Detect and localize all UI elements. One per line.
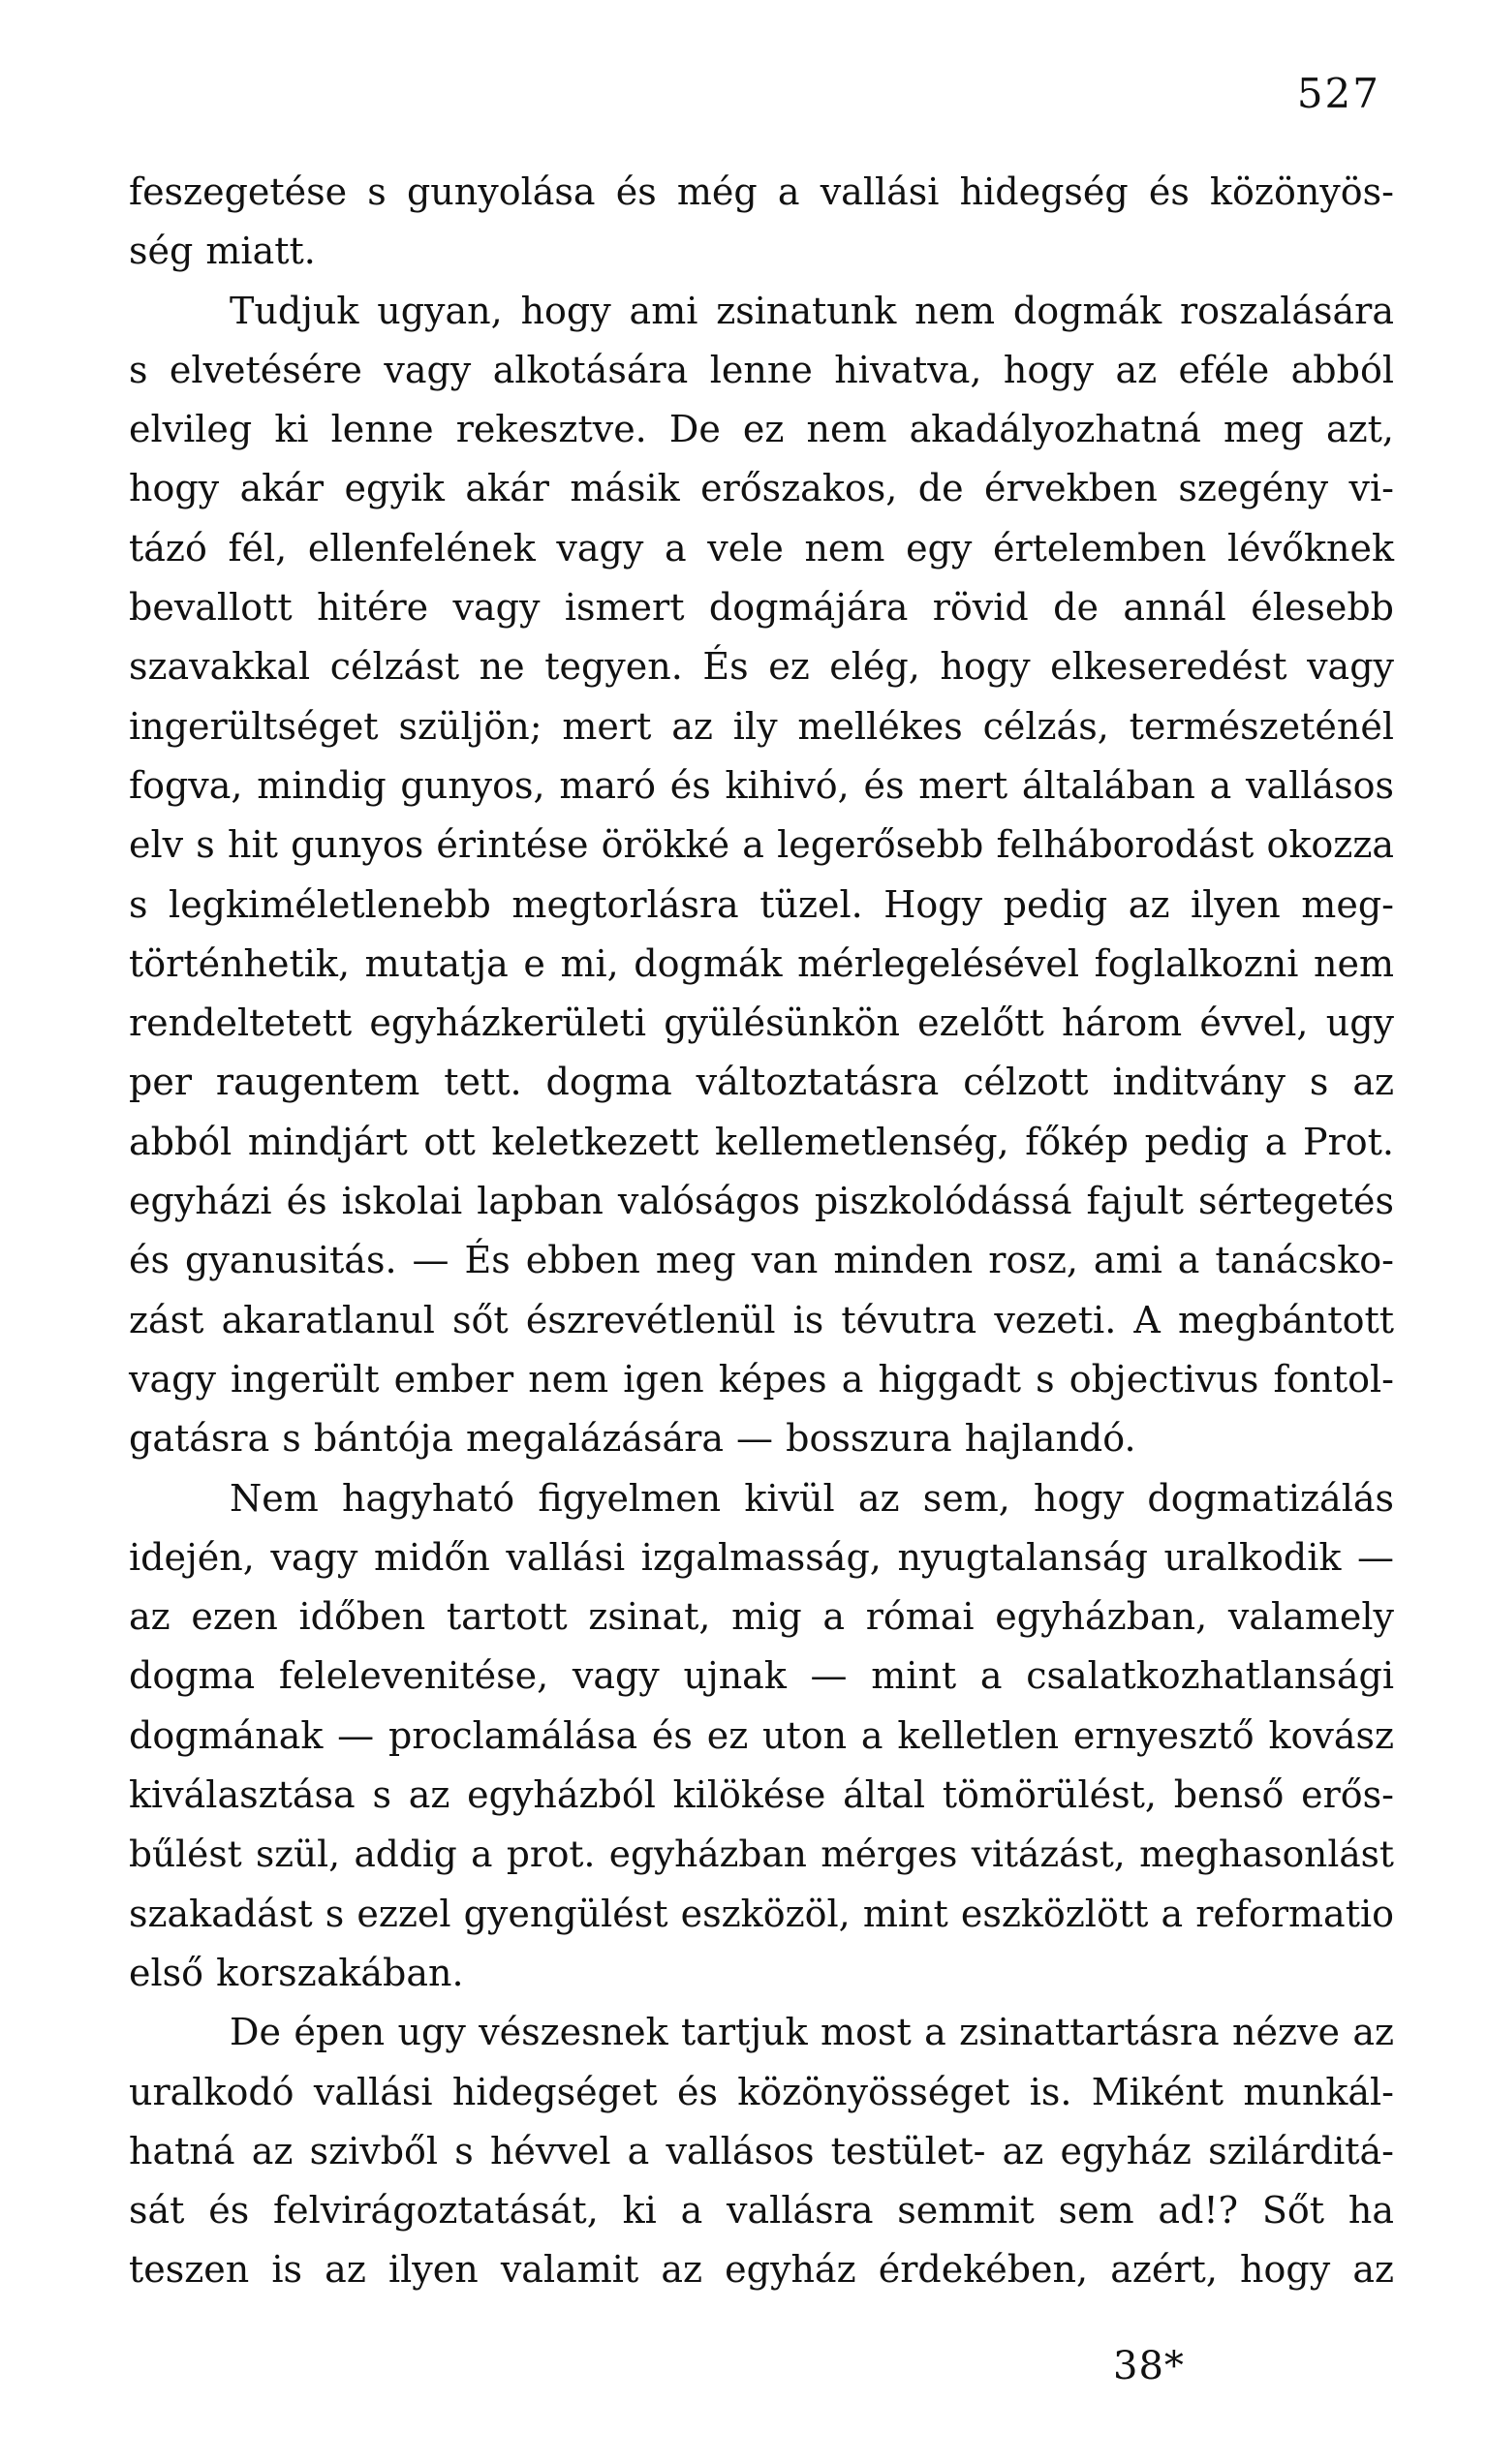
text-line: idején, vagy midőn vallási izgalmasság, nyugtalanság uralkodik — <box>129 1535 1394 1579</box>
text-line: hogy akár egyik akár másik erőszakos, de érvekben szegény vi- <box>129 467 1394 510</box>
text-line: uralkodó vallási hidegséget és közönyösséget is. Miként munkál- <box>129 2070 1394 2113</box>
text-line: az ezen időben tartott zsinat, mig a római egyházban, valamely <box>129 1595 1394 1639</box>
text-line: hatná az szivből s hévvel a vallásos testület- az egyház szilárditá- <box>129 2129 1394 2172</box>
text-line: gatásra s bántója megalázására — bosszura hajlandó. <box>129 1417 1136 1461</box>
text-line: vagy ingerült ember nem igen képes a higgadt s objectivus fontol- <box>129 1357 1394 1401</box>
text-line: ség miatt. <box>129 230 316 273</box>
text-line: és gyanusitás. — És ebben meg van minden rosz, ami a tanácsko- <box>129 1239 1394 1282</box>
text-line: s elvetésére vagy alkotására lenne hivatva, hogy az eféle abból <box>129 348 1394 391</box>
page-number: 527 <box>1296 70 1380 117</box>
text-line: történhetik, mutatja e mi, dogmák mérlegelésével foglalkozni nem <box>129 941 1394 985</box>
text-line: De épen ugy vészesnek tartjuk most a zsinattartásra nézve az <box>230 2011 1394 2054</box>
text-line: Nem hagyható figyelmen kivül az sem, hogy dogmatizálás <box>230 1476 1394 1520</box>
text-line: elvileg ki lenne rekesztve. De ez nem akadályozhatná meg azt, <box>129 408 1394 451</box>
text-line: tázó fél, ellenfelének vagy a vele nem egy értelemben lévőknek <box>129 526 1394 570</box>
text-line: Tudjuk ugyan, hogy ami zsinatunk nem dogmák roszalására <box>230 289 1394 332</box>
text-line: per raugentem tett. dogma változtatásra célzott inditvány s az <box>129 1061 1394 1104</box>
text-line: kiválasztása s az egyházból kilökése által tömörülést, benső erős- <box>129 1773 1394 1817</box>
text-line: dogmának — proclamálása és ez uton a kelletlen ernyesztő kovász <box>129 1713 1394 1757</box>
text-line: zást akaratlanul sőt észrevétlenül is tévutra vezeti. A megbántott <box>129 1298 1394 1341</box>
text-line: abból mindjárt ott keletkezett kellemetlenség, főkép pedig a Prot. <box>129 1120 1394 1163</box>
text-line: szavakkal célzást ne tegyen. És ez elég, hogy elkeseredést vagy <box>129 645 1394 689</box>
text-line: bűlést szül, addig a prot. egyházban mérges vitázást, meghasonlást <box>129 1833 1394 1876</box>
text-line: teszen is az ilyen valamit az egyház érdekében, azért, hogy az <box>129 2248 1394 2292</box>
signature-mark: 38* <box>1113 2344 1185 2388</box>
text-line: szakadást s ezzel gyengülést eszközöl, mint eszközlött a reformatio <box>129 1892 1394 1935</box>
text-line: sát és felvirágoztatását, ki a vallásra semmit sem ad!? Sőt ha <box>129 2189 1394 2233</box>
text-line: bevallott hitére vagy ismert dogmájára rövid de annál élesebb <box>129 586 1394 630</box>
text-line: dogma felelevenitése, vagy ujnak — mint a csalatkozhatlansági <box>129 1654 1394 1698</box>
text-line: egyházi és iskolai lapban valóságos piszkolódássá fajult sértegetés <box>129 1180 1394 1223</box>
text-line: rendeltetett egyházkerületi gyülésünkön ezelőtt három évvel, ugy <box>129 1001 1394 1045</box>
text-line: feszegetése s gunyolása és még a vallási hidegség és közönyös- <box>129 170 1394 213</box>
text-line: s legkiméletlenebb megtorlásra tüzel. Hogy pedig az ilyen meg- <box>129 882 1394 926</box>
text-line: elv s hit gunyos érintése örökké a legerősebb felháborodást okozza <box>129 823 1394 867</box>
text-line: első korszakában. <box>129 1951 464 1994</box>
text-line: ingerültséget szüljön; mert az ily mellékes célzás, természeténél <box>129 704 1394 748</box>
text-line: fogva, mindig gunyos, maró és kihivó, és mert általában a vallásos <box>129 763 1394 807</box>
body-text <box>129 163 1394 2300</box>
